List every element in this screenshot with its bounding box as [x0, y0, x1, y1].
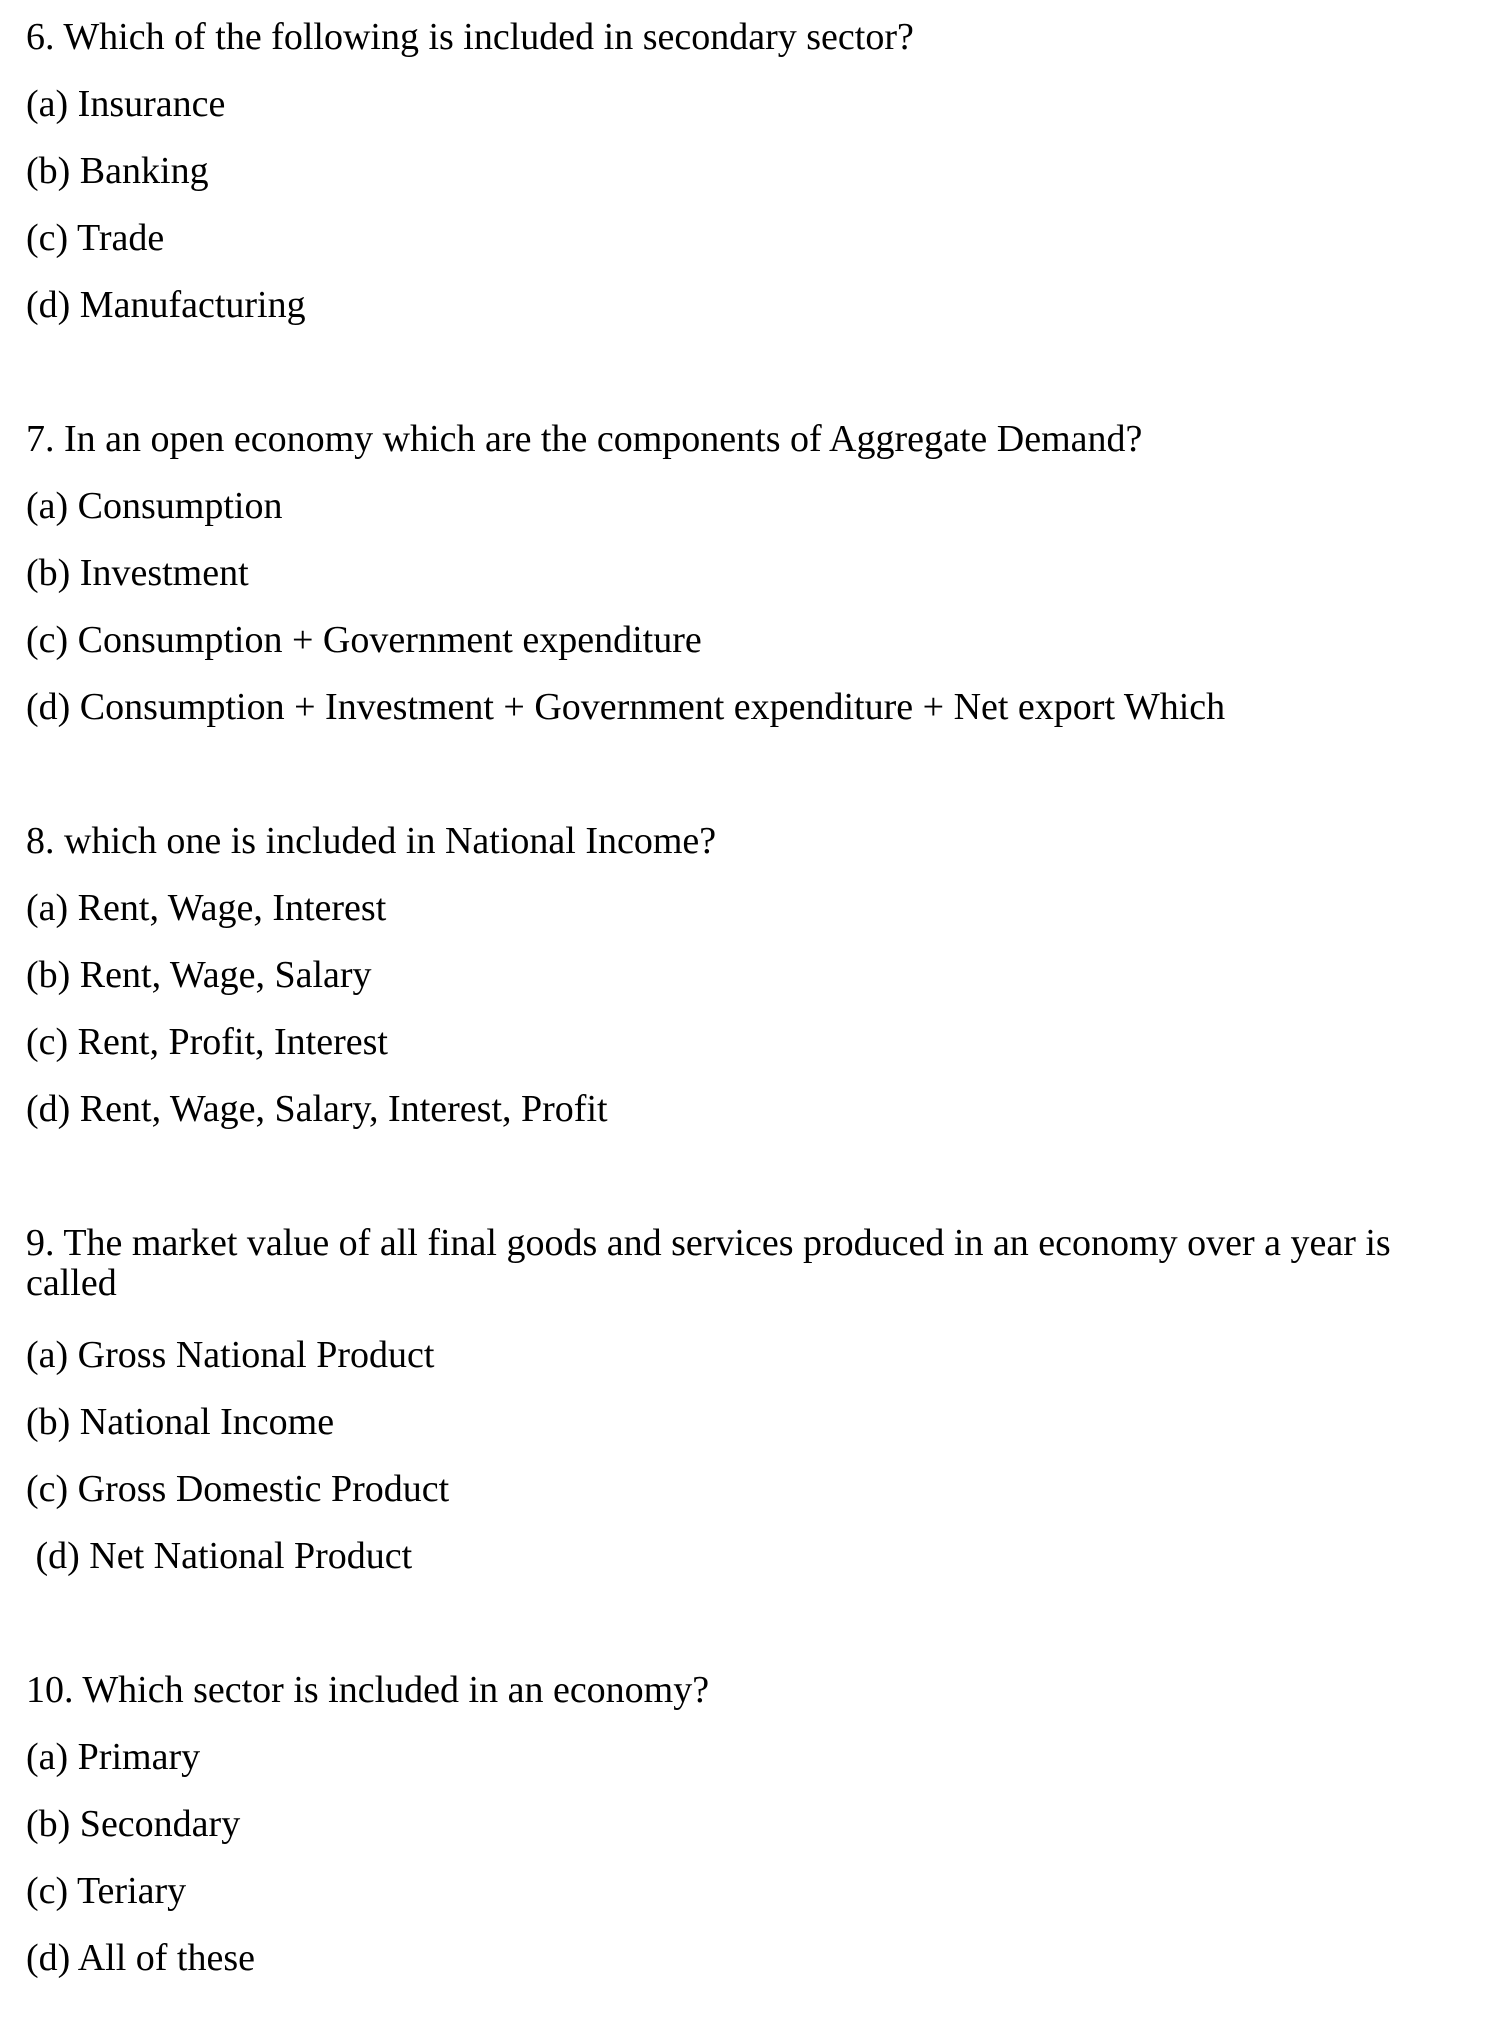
question-8-text: 8. which one is included in National Income? [26, 820, 717, 862]
question-8-option-c: (c) Rent, Profit, Interest [26, 1021, 388, 1063]
question-8-option-a: (a) Rent, Wage, Interest [26, 887, 387, 929]
question-7-text: 7. In an open economy which are the components of Aggregate Demand? [26, 418, 1143, 460]
question-7-option-b: (b) Investment [26, 552, 249, 594]
question-9-option-d: (d) Net National Product [26, 1535, 413, 1577]
question-7-option-c: (c) Consumption + Government expenditure [26, 619, 702, 661]
question-7-option-a: (a) Consumption [26, 485, 283, 527]
question-6-option-b: (b) Banking [26, 150, 209, 192]
question-6-option-d: (d) Manufacturing [26, 284, 306, 326]
question-6-option-a: (a) Insurance [26, 83, 226, 125]
question-6-text: 6. Which of the following is included in secondary sector? [26, 16, 914, 58]
question-10-option-a: (a) Primary [26, 1736, 201, 1778]
question-10-option-b: (b) Secondary [26, 1803, 241, 1845]
question-8-option-b: (b) Rent, Wage, Salary [26, 954, 372, 996]
question-6-option-c: (c) Trade [26, 217, 165, 259]
question-9-text: 9. The market value of all final goods and services produced in an economy over a year is called [26, 1222, 1391, 1304]
question-7-option-d: (d) Consumption + Investment + Government expenditure + Net export Which [26, 686, 1226, 728]
question-8-option-d: (d) Rent, Wage, Salary, Interest, Profit [26, 1088, 608, 1130]
question-10-text: 10. Which sector is included in an economy? [26, 1669, 710, 1711]
question-10-option-c: (c) Teriary [26, 1870, 187, 1912]
question-10-option-d: (d) All of these [26, 1937, 256, 1979]
question-9-option-c: (c) Gross Domestic Product [26, 1468, 450, 1510]
question-9-option-b: (b) National Income [26, 1401, 335, 1443]
question-9-option-a: (a) Gross National Product [26, 1334, 435, 1376]
